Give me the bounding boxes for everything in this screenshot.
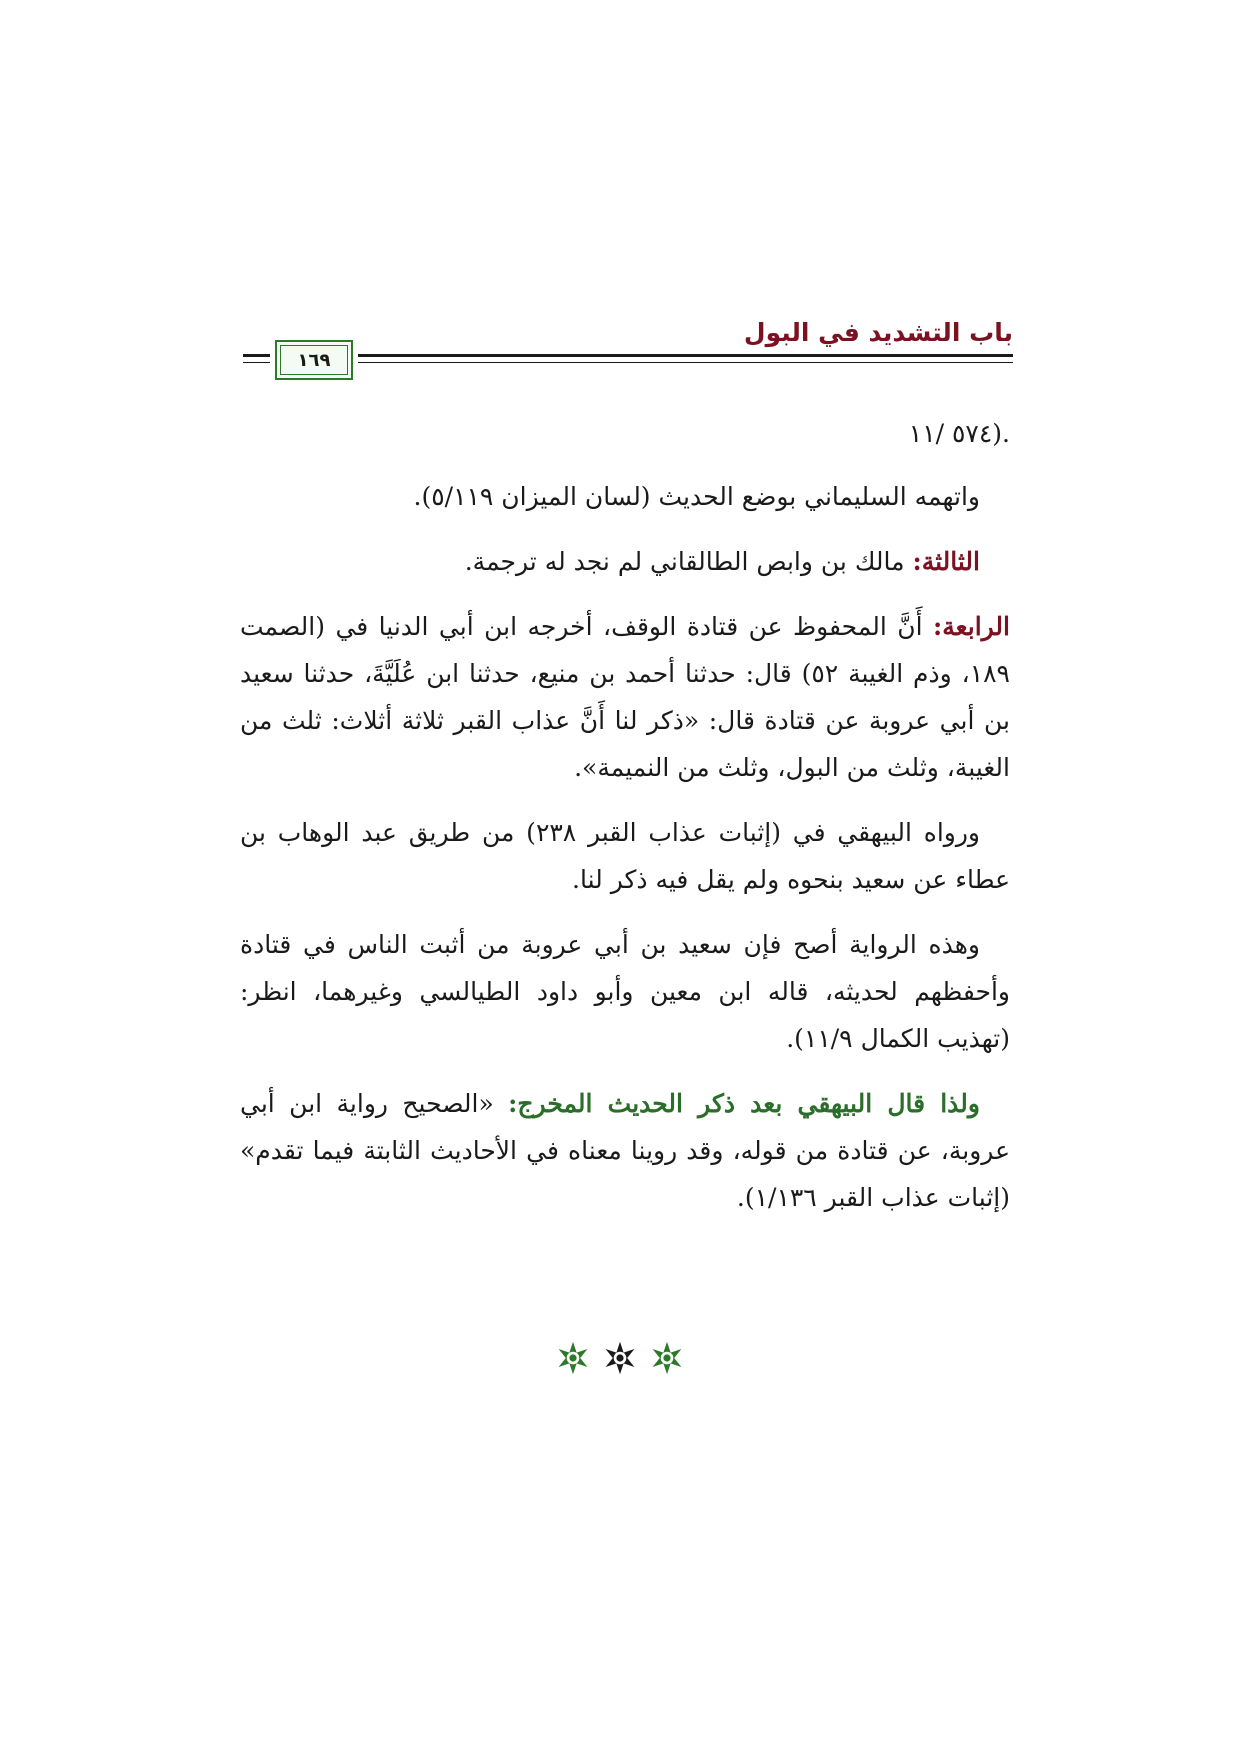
paragraph-1: [240, 410, 1010, 457]
paragraph-2: [240, 473, 1010, 520]
paragraph-3-label: الثالثة:: [912, 547, 980, 576]
flower-ornament-icon: [555, 1340, 591, 1376]
paragraph-4: [240, 603, 1010, 791]
page-number: ١٦٩: [297, 349, 331, 371]
paragraph-5: [240, 809, 1010, 903]
section-end-ornament: [555, 1338, 685, 1378]
paragraph-3-text: مالك بن وابص الطالقاني لم نجد له ترجمة.: [464, 547, 913, 576]
header-rule-right-thin: [358, 362, 1013, 363]
paragraph-1-text: .(٥٧٤ /١١: [908, 419, 1010, 448]
paragraph-7-text: «الصحيح رواية ابن أبي عروبة، عن قتادة من قوله، وقد روينا معناه في الأحاديث الثابتة فيما تقدم» (إثبات عذاب القبر ١/١٣٦).: [240, 1089, 1010, 1212]
page-header: [243, 318, 1013, 388]
paragraph-5-text: ورواه البيهقي في (إثبات عذاب القبر ٢٣٨) من طريق عبد الوهاب بن عطاء عن سعيد بنحوه ولم يقل فيه ذكر لنا.: [240, 818, 1010, 894]
paragraph-2-text: واتهمه السليماني بوضع الحديث (لسان الميزان ٥/١١٩).: [413, 482, 980, 511]
paragraph-4-label: الرابعة:: [933, 612, 1010, 641]
paragraph-3: [240, 538, 1010, 585]
paragraph-7-label: ولذا قال البيهقي بعد ذكر الحديث المخرج:: [508, 1089, 980, 1118]
flower-ornament-icon: [602, 1340, 638, 1376]
paragraph-7: [240, 1080, 1010, 1221]
header-rule-left-thin: [243, 362, 270, 363]
flower-ornament-icon: [649, 1340, 685, 1376]
header-rule-right: [358, 354, 1013, 357]
paragraph-6-text: وهذه الرواية أصح فإن سعيد بن أبي عروبة من أثبت الناس في قتادة وأحفظهم لحديثه، قاله ابن معين وأبو داود الطيالسي وغيرهما، انظر: (تهذيب الكمال ١١/٩).: [240, 930, 1010, 1053]
header-rule-left: [243, 354, 270, 357]
page-content: [240, 410, 1010, 1239]
paragraph-4-text: أَنَّ المحفوظ عن قتادة الوقف، أخرجه ابن أبي الدنيا في (الصمت ١٨٩، وذم الغيبة ٥٢) قال: حدثنا أحمد بن منيع، حدثنا ابن عُلَيَّةَ، حدثنا سعيد بن أبي عروبة عن قتادة قال: «ذكر لنا أَنَّ عذاب القبر ثلاثة أثلاث: ثلث من الغيبة، وثلث من البول، وثلث من النميمة».: [240, 612, 1010, 782]
paragraph-6: [240, 921, 1010, 1062]
chapter-title: باب التشديد في البول: [743, 318, 1013, 347]
page-number-badge: [275, 340, 353, 380]
